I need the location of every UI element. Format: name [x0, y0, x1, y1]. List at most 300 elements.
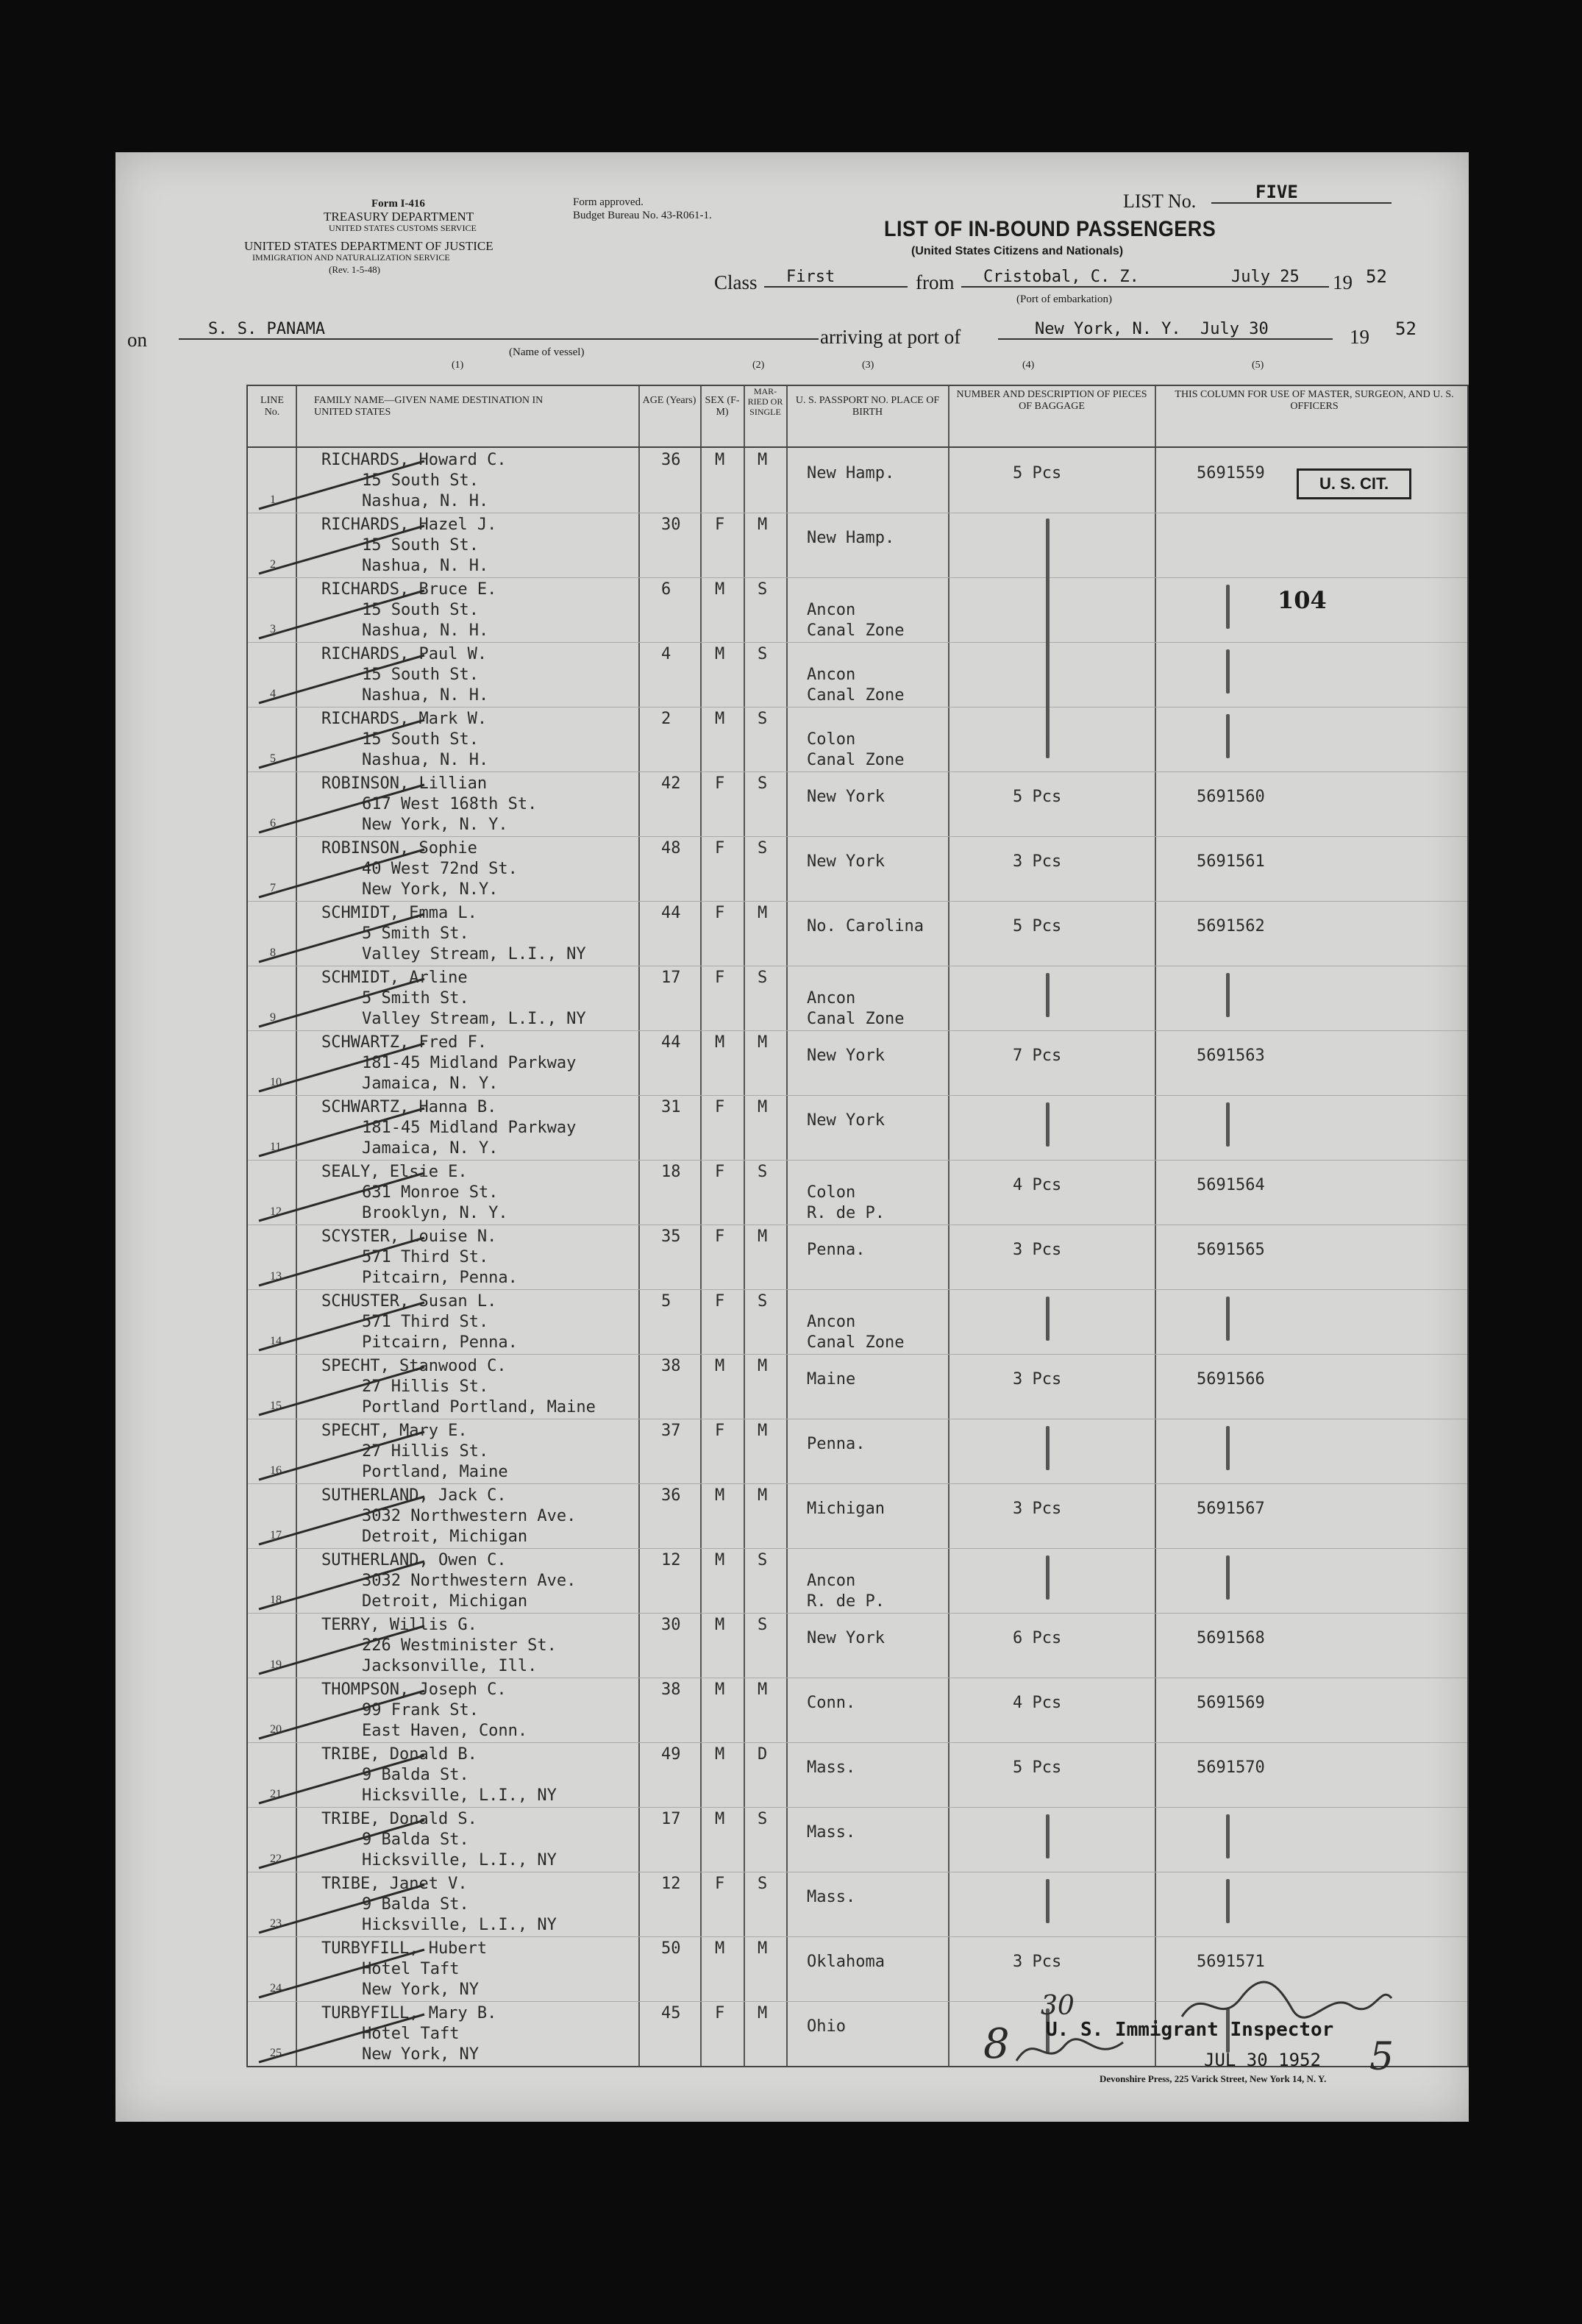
- marital-status: M: [758, 1422, 768, 1440]
- birth-place: Penna.: [807, 1435, 866, 1453]
- passenger-name: TURBYFILL, Mary B.: [321, 2004, 497, 2022]
- form-revision: (Rev. 1-5-48): [329, 264, 380, 275]
- birth-place: No. Carolina: [807, 917, 924, 935]
- address-line-2: Nashua, N. H.: [362, 751, 489, 769]
- address-line-1: 5 Smith St.: [362, 924, 469, 943]
- passenger-name: TRIBE, Janet V.: [321, 1875, 468, 1893]
- passenger-age: 44: [661, 904, 681, 922]
- line-number: 13: [270, 1270, 282, 1283]
- address-line-1: 5 Smith St.: [362, 989, 469, 1008]
- birth-place: New York: [807, 788, 885, 806]
- passenger-age: 36: [661, 1486, 681, 1505]
- address-line-2: New York, NY: [362, 1981, 479, 1999]
- line-number: 3: [270, 623, 276, 635]
- marital-status: S: [758, 580, 768, 599]
- address-line-1: 27 Hillis St.: [362, 1377, 489, 1396]
- passenger-sex: F: [715, 774, 725, 793]
- list-no-value: FIVE: [1211, 182, 1392, 204]
- passenger-sex: M: [715, 1810, 725, 1828]
- passenger-sex: F: [715, 1098, 725, 1116]
- passenger-sex: M: [715, 1680, 725, 1699]
- check-stroke: [255, 518, 432, 577]
- marital-status: S: [758, 1810, 768, 1828]
- birth-place: Maine: [807, 1370, 856, 1389]
- address-line-1: 15 South St.: [362, 601, 479, 619]
- arrival-year-prefix: 19: [1350, 326, 1369, 348]
- officer-number: 5691566: [1197, 1370, 1265, 1389]
- baggage-count: 3 Pcs: [1013, 1370, 1062, 1389]
- marital-status: M: [758, 1680, 768, 1699]
- check-stroke: [255, 777, 432, 836]
- passenger-sex: M: [715, 1616, 725, 1634]
- passenger-name: TURBYFILL, Hubert: [321, 1939, 488, 1958]
- birth-place-2: R. de P.: [807, 1592, 885, 1611]
- form-number: Form I-416: [371, 198, 425, 210]
- arrival-date: July 30: [1200, 320, 1269, 338]
- address-line-1: 181-45 Midland Parkway: [362, 1054, 577, 1072]
- justice-department: UNITED STATES DEPARTMENT OF JUSTICE: [244, 239, 494, 253]
- ditto-mark: [1226, 585, 1230, 629]
- check-stroke: [255, 1813, 432, 1872]
- col-header-passport: U. S. PASSPORT NO. PLACE OF BIRTH: [795, 395, 940, 418]
- birth-place: Ancon: [807, 1313, 856, 1331]
- check-stroke: [255, 1683, 432, 1742]
- class-value: First: [764, 268, 908, 288]
- address-line-2: Jamaica, N. Y.: [362, 1074, 499, 1093]
- birth-place: Mass.: [807, 1758, 856, 1777]
- address-line-1: 9 Balda St.: [362, 1831, 469, 1849]
- baggage-count: 5 Pcs: [1013, 917, 1062, 935]
- passenger-name: ROBINSON, Sophie: [321, 839, 477, 858]
- col-header-age: AGE (Years): [642, 395, 696, 406]
- handwritten-initials: [1013, 2028, 1130, 2072]
- table-row: [248, 707, 1467, 771]
- list-no-label: LIST No.: [1123, 190, 1197, 212]
- passenger-age: 30: [661, 1616, 681, 1634]
- passenger-sex: F: [715, 1227, 725, 1246]
- line-number: 20: [270, 1723, 282, 1736]
- birth-place: Michigan: [807, 1500, 885, 1518]
- marital-status: S: [758, 839, 768, 858]
- immigrant-inspector: U. S. Immigrant Inspector: [1046, 2019, 1334, 2041]
- line-number: 23: [270, 1917, 282, 1930]
- birth-place-2: Canal Zone: [807, 621, 905, 640]
- passenger-age: 12: [661, 1875, 681, 1893]
- table-row: [248, 1807, 1467, 1872]
- ditto-mark: [1046, 518, 1050, 739]
- line-number: 22: [270, 1853, 282, 1865]
- marital-status: S: [758, 645, 768, 663]
- check-stroke: [255, 454, 432, 513]
- table-row: [248, 1095, 1467, 1160]
- baggage-count: 6 Pcs: [1013, 1629, 1062, 1647]
- ditto-mark: [1226, 1879, 1230, 1923]
- line-number: 5: [270, 752, 276, 765]
- passenger-age: 12: [661, 1551, 681, 1569]
- passenger-sex: F: [715, 1163, 725, 1181]
- passenger-name: SCHWARTZ, Fred F.: [321, 1033, 488, 1052]
- passenger-age: 18: [661, 1163, 681, 1181]
- birth-place: Mass.: [807, 1823, 856, 1842]
- address-line-2: Valley Stream, L.I., NY: [362, 945, 586, 963]
- passenger-sex: M: [715, 1486, 725, 1505]
- line-number: 7: [270, 882, 276, 894]
- birth-place: Ancon: [807, 989, 856, 1008]
- table-row: [248, 1289, 1467, 1354]
- birth-place: Penna.: [807, 1241, 866, 1259]
- marital-status: M: [758, 1033, 768, 1052]
- passenger-rows: [248, 448, 1467, 2066]
- passenger-name: SPECHT, Mary E.: [321, 1422, 468, 1440]
- address-line-2: New York, N.Y.: [362, 880, 499, 899]
- table-row: [248, 966, 1467, 1030]
- birth-place: Ancon: [807, 666, 856, 684]
- ditto-mark: [1046, 1426, 1050, 1470]
- address-line-2: Pitcairn, Penna.: [362, 1269, 518, 1287]
- address-line-2: Pitcairn, Penna.: [362, 1333, 518, 1352]
- passenger-name: SPECHT, Stanwood C.: [321, 1357, 507, 1375]
- table-row: [248, 1678, 1467, 1742]
- passenger-age: 30: [661, 516, 681, 534]
- ditto-mark: [1046, 1102, 1050, 1147]
- depart-year: 52: [1366, 266, 1387, 287]
- passenger-sex: F: [715, 839, 725, 858]
- check-stroke: [255, 1360, 432, 1419]
- passenger-age: 37: [661, 1422, 681, 1440]
- officer-number: 5691559: [1197, 464, 1265, 482]
- manifest-sheet: [115, 152, 1469, 2122]
- birth-place: New Hamp.: [807, 464, 895, 482]
- table-row: [248, 1742, 1467, 1807]
- line-number: 1: [270, 493, 276, 506]
- col-header-married: MAR-RIED OR SINGLE: [747, 386, 783, 417]
- ditto-mark: [1226, 1555, 1230, 1600]
- passenger-name: TERRY, Willis G.: [321, 1616, 477, 1634]
- passenger-sex: F: [715, 904, 725, 922]
- us-citizen-stamp: U. S. CIT.: [1297, 468, 1411, 499]
- address-line-2: Hicksville, L.I., NY: [362, 1916, 557, 1934]
- line-number: 19: [270, 1658, 282, 1671]
- passenger-name: SCHMIDT, Arline: [321, 969, 468, 987]
- address-line-2: New York, NY: [362, 2045, 479, 2064]
- passenger-age: 31: [661, 1098, 681, 1116]
- printer-imprint: Devonshire Press, 225 Varick Street, New York 14, N. Y.: [1100, 2073, 1327, 2084]
- ditto-mark: [1046, 1555, 1050, 1600]
- passenger-name: RICHARDS, Bruce E.: [321, 580, 497, 599]
- passenger-name: SUTHERLAND, Owen C.: [321, 1551, 507, 1569]
- address-line-1: 226 Westminister St.: [362, 1636, 557, 1655]
- check-stroke: [255, 713, 432, 771]
- address-line-2: Jamaica, N. Y.: [362, 1139, 499, 1158]
- check-stroke: [255, 1489, 432, 1548]
- line-number: 4: [270, 688, 276, 700]
- address-line-1: 99 Frank St.: [362, 1701, 479, 1719]
- address-line-1: 571 Third St.: [362, 1313, 489, 1331]
- embark-note: (Port of embarkation): [1016, 293, 1112, 305]
- baggage-count: 5 Pcs: [1013, 1758, 1062, 1777]
- table-row: [248, 642, 1467, 707]
- address-line-2: Nashua, N. H.: [362, 557, 489, 575]
- address-line-1: 631 Monroe St.: [362, 1183, 499, 1202]
- col-header-name: FAMILY NAME—GIVEN NAME DESTINATION IN UNITED STATES: [314, 395, 544, 418]
- address-line-1: 3032 Northwestern Ave.: [362, 1507, 577, 1525]
- check-stroke: [255, 583, 432, 642]
- check-stroke: [255, 907, 432, 966]
- check-stroke: [255, 1942, 432, 2001]
- address-line-2: Valley Stream, L.I., NY: [362, 1010, 586, 1028]
- ditto-mark: [1226, 714, 1230, 758]
- marital-status: S: [758, 710, 768, 728]
- marital-status: S: [758, 1875, 768, 1893]
- arrival-port: New York, N. Y.: [998, 320, 1333, 340]
- baggage-count: 5 Pcs: [1013, 788, 1062, 806]
- officer-number: 5691560: [1197, 788, 1265, 806]
- table-row: [248, 1548, 1467, 1613]
- address-line-2: Nashua, N. H.: [362, 621, 489, 640]
- passenger-age: 17: [661, 1810, 681, 1828]
- birth-place: Ancon: [807, 1572, 856, 1590]
- birth-place: Ancon: [807, 601, 856, 619]
- birth-place: New York: [807, 852, 885, 871]
- address-line-1: Hotel Taft: [362, 2025, 460, 2043]
- passenger-name: TRIBE, Donald B.: [321, 1745, 477, 1764]
- ditto-mark: [1226, 1102, 1230, 1147]
- line-number: 21: [270, 1788, 282, 1800]
- passenger-age: 45: [661, 2004, 681, 2022]
- marital-status: S: [758, 969, 768, 987]
- address-line-1: 27 Hillis St.: [362, 1442, 489, 1461]
- passenger-age: 44: [661, 1033, 681, 1052]
- check-stroke: [255, 1748, 432, 1807]
- line-number: 17: [270, 1529, 282, 1541]
- marital-status: D: [758, 1745, 768, 1764]
- address-line-1: 617 West 168th St.: [362, 795, 538, 813]
- line-number: 6: [270, 817, 276, 830]
- marital-status: M: [758, 451, 768, 469]
- col-marker-4: (4): [1022, 360, 1035, 371]
- table-row: [248, 1225, 1467, 1289]
- officer-number: 5691569: [1197, 1694, 1265, 1712]
- birth-place: Mass.: [807, 1888, 856, 1906]
- address-line-1: 15 South St.: [362, 471, 479, 490]
- marital-status: M: [758, 1939, 768, 1958]
- passenger-age: 17: [661, 969, 681, 987]
- passenger-sex: M: [715, 645, 725, 663]
- passenger-name: RICHARDS, Hazel J.: [321, 516, 497, 534]
- table-row: [248, 1160, 1467, 1225]
- table-row: [248, 836, 1467, 901]
- address-line-2: Portland, Maine: [362, 1463, 508, 1481]
- address-line-1: 15 South St.: [362, 536, 479, 555]
- passenger-age: 42: [661, 774, 681, 793]
- handwritten-30: 30: [1041, 1991, 1075, 2021]
- line-number: 18: [270, 1594, 282, 1606]
- ditto-mark: [1046, 1814, 1050, 1858]
- table-row: [248, 1483, 1467, 1548]
- passenger-sex: M: [715, 451, 725, 469]
- form-approved: Form approved.: [573, 196, 644, 208]
- officer-number: 5691565: [1197, 1241, 1265, 1259]
- line-number: 14: [270, 1335, 282, 1347]
- passenger-age: 38: [661, 1357, 681, 1375]
- table-row: [248, 1030, 1467, 1095]
- line-number: 9: [270, 1011, 276, 1024]
- col-header-officers: THIS COLUMN FOR USE OF MASTER, SURGEON, AND U. S. OFFICERS: [1175, 389, 1454, 412]
- table-row: [248, 1613, 1467, 1678]
- address-line-2: Jacksonville, Ill.: [362, 1657, 538, 1675]
- check-stroke: [255, 1101, 432, 1160]
- passenger-age: 6: [661, 580, 671, 599]
- ditto-mark: [1226, 1297, 1230, 1341]
- marital-status: M: [758, 1357, 768, 1375]
- passenger-sex: F: [715, 2004, 725, 2022]
- check-stroke: [255, 1878, 432, 1936]
- address-line-1: 9 Balda St.: [362, 1895, 469, 1914]
- marital-status: S: [758, 774, 768, 793]
- address-line-2: Hicksville, L.I., NY: [362, 1786, 557, 1805]
- birth-place-2: Canal Zone: [807, 1333, 905, 1352]
- col-marker-3: (3): [862, 360, 874, 371]
- address-line-2: Hicksville, L.I., NY: [362, 1851, 557, 1869]
- birth-place-2: Canal Zone: [807, 1010, 905, 1028]
- table-row: [248, 1872, 1467, 1936]
- table-row: [248, 1354, 1467, 1419]
- inspector-signature: [1175, 1976, 1395, 2028]
- address-line-2: Nashua, N. H.: [362, 492, 489, 510]
- depart-date: July 25: [1231, 268, 1300, 286]
- ditto-mark: [1226, 1426, 1230, 1470]
- birth-place-2: Canal Zone: [807, 751, 905, 769]
- passenger-sex: M: [715, 1551, 725, 1569]
- ditto-mark: [1226, 973, 1230, 1017]
- line-number: 16: [270, 1464, 282, 1477]
- line-number: 25: [270, 2047, 282, 2059]
- check-stroke: [255, 1554, 432, 1613]
- page-subtitle: (United States Citizens and Nationals): [911, 245, 1124, 257]
- passenger-sex: F: [715, 969, 725, 987]
- passenger-age: 35: [661, 1227, 681, 1246]
- address-line-1: 571 Third St.: [362, 1248, 489, 1266]
- passenger-age: 50: [661, 1939, 681, 1958]
- passenger-age: 38: [661, 1680, 681, 1699]
- passenger-name: SCHWARTZ, Hanna B.: [321, 1098, 497, 1116]
- marital-status: S: [758, 1163, 768, 1181]
- baggage-count: 5 Pcs: [1013, 464, 1062, 482]
- birth-place: New York: [807, 1047, 885, 1065]
- address-line-1: 3032 Northwestern Ave.: [362, 1572, 577, 1590]
- check-stroke: [255, 1425, 432, 1483]
- marital-status: S: [758, 1551, 768, 1569]
- col-header-line: LINE No.: [260, 395, 284, 418]
- passenger-sex: F: [715, 1422, 725, 1440]
- handwritten-8: 8: [983, 2020, 1010, 2068]
- table-row: [248, 771, 1467, 836]
- baggage-count: 3 Pcs: [1013, 852, 1062, 871]
- address-line-2: Portland Portland, Maine: [362, 1398, 596, 1416]
- check-stroke: [255, 1295, 432, 1354]
- page-title: LIST OF IN-BOUND PASSENGERS: [884, 217, 1216, 241]
- passenger-name: RICHARDS, Paul W.: [321, 645, 488, 663]
- check-stroke: [255, 1230, 432, 1289]
- passenger-sex: M: [715, 710, 725, 728]
- col-header-baggage: NUMBER AND DESCRIPTION OF PIECES OF BAGGAGE: [956, 389, 1147, 412]
- address-line-2: Detroit, Michigan: [362, 1528, 528, 1546]
- passenger-name: SCHMIDT, Emma L.: [321, 904, 477, 922]
- vessel-note: (Name of vessel): [509, 346, 585, 358]
- birth-place: Oklahoma: [807, 1953, 885, 1971]
- passenger-name: ROBINSON, Lillian: [321, 774, 488, 793]
- passenger-name: SUTHERLAND, Jack C.: [321, 1486, 507, 1505]
- address-line-2: New York, N. Y.: [362, 816, 508, 834]
- on-label: on: [127, 329, 147, 351]
- address-line-1: 40 West 72nd St.: [362, 860, 518, 878]
- passenger-sex: M: [715, 580, 725, 599]
- from-port: Cristobal, C. Z.: [961, 268, 1329, 288]
- passenger-age: 36: [661, 451, 681, 469]
- ditto-mark: [1046, 1879, 1050, 1923]
- passenger-name: TRIBE, Donald S.: [321, 1810, 477, 1828]
- passenger-name: RICHARDS, Mark W.: [321, 710, 488, 728]
- check-stroke: [255, 1166, 432, 1225]
- passenger-sex: M: [715, 1939, 725, 1958]
- passenger-name: SCHUSTER, Susan L.: [321, 1292, 497, 1311]
- birth-place: Ohio: [807, 2017, 846, 2036]
- passenger-sex: M: [715, 1745, 725, 1764]
- baggage-count: 7 Pcs: [1013, 1047, 1062, 1065]
- line-number: 11: [270, 1141, 282, 1153]
- officer-number: 5691568: [1197, 1629, 1265, 1647]
- table-row: [248, 513, 1467, 577]
- address-line-1: 15 South St.: [362, 730, 479, 749]
- from-label: from: [916, 271, 955, 293]
- birth-place-2: R. de P.: [807, 1204, 885, 1222]
- marital-status: M: [758, 1098, 768, 1116]
- line-number: 12: [270, 1205, 282, 1218]
- line-number: 24: [270, 1982, 282, 1995]
- passenger-age: 2: [661, 710, 671, 728]
- check-stroke: [255, 2007, 432, 2066]
- address-line-2: East Haven, Conn.: [362, 1722, 528, 1740]
- table-row: [248, 448, 1467, 513]
- budget-bureau: Budget Bureau No. 43-R061-1.: [573, 210, 712, 221]
- officer-number: 5691562: [1197, 917, 1265, 935]
- arrival-year: 52: [1395, 318, 1417, 339]
- birth-place-2: Canal Zone: [807, 686, 905, 705]
- baggage-count: 4 Pcs: [1013, 1694, 1062, 1712]
- officer-number: 5691567: [1197, 1500, 1265, 1518]
- address-line-1: 181-45 Midland Parkway: [362, 1119, 577, 1137]
- passenger-name: RICHARDS, Howard C.: [321, 451, 507, 469]
- passenger-age: 5: [661, 1292, 671, 1311]
- handwritten-5: 5: [1369, 2035, 1394, 2079]
- passenger-sex: F: [715, 1875, 725, 1893]
- officer-number: 5691564: [1197, 1176, 1265, 1194]
- arriving-label: arriving at port of: [820, 326, 961, 348]
- ditto-mark: [1046, 1297, 1050, 1341]
- address-line-2: Brooklyn, N. Y.: [362, 1204, 508, 1222]
- address-line-1: Hotel Taft: [362, 1960, 460, 1978]
- address-line-2: Nashua, N. H.: [362, 686, 489, 705]
- table-row: [248, 901, 1467, 966]
- marital-status: M: [758, 1486, 768, 1505]
- check-stroke: [255, 842, 432, 901]
- vessel-name: S. S. PANAMA: [179, 320, 819, 340]
- passenger-name: SEALY, Elsie E.: [321, 1163, 468, 1181]
- check-stroke: [255, 1036, 432, 1095]
- col-marker-2: (2): [752, 360, 765, 371]
- officer-number: 5691571: [1197, 1953, 1265, 1971]
- marital-status: S: [758, 1292, 768, 1311]
